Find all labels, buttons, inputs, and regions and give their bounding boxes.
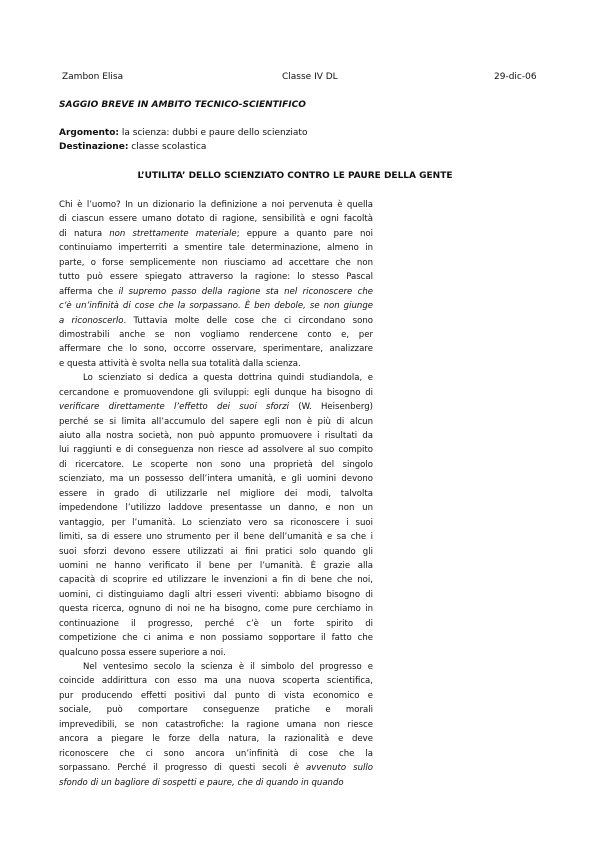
destinazione-label: Destinazione:: [59, 142, 129, 152]
text-line: [59, 602, 373, 616]
text-line: [59, 429, 373, 443]
text-segment: impedendone l’utilizzo laddove presentasse un danno, e non un: [59, 503, 373, 514]
text-line: [59, 545, 373, 559]
text-line: [59, 761, 373, 775]
text-segment: riconoscere che ci sono ancora un’infinità di cose che la: [59, 748, 373, 759]
text-segment: non strettamente materiale: [109, 228, 237, 239]
text-segment: limiti, sa di essere uno strumento per il bene dell’umanità e sa che i: [59, 532, 373, 543]
text-segment: e questa attività è svolta nella sua totalità dalla scienza.: [59, 358, 301, 369]
text-segment: continuazione il progresso, perché c’è un forte spirito di: [59, 618, 373, 629]
text-segment: è avvenuto sullo: [293, 763, 373, 774]
text-line: [59, 270, 373, 284]
text-segment: sorpassano. Perché il progresso di questi secoli: [59, 763, 294, 774]
text-segment: . Tuttavia molte delle cose che ci circondano sono: [123, 315, 373, 326]
text-segment: sfondo di un bagliore di sospetti e paure, che di quando in quando: [59, 777, 344, 788]
text-segment: ancora a piegare le forze della natura, la razionalità e deve: [59, 734, 373, 745]
text-line: [59, 299, 373, 313]
text-segment: Lo scienziato si dedica a questa dottrina quindi studiandola, e: [83, 373, 373, 384]
text-segment: di natura: [59, 228, 110, 239]
argomento-value: la scienza: dubbi e paure dello scienziato: [119, 128, 308, 138]
text-line: [59, 371, 373, 385]
text-segment: capacità di scoprire ed utilizzare le invenzioni a fin di bene che noi,: [59, 575, 373, 586]
meta-argomento: [59, 128, 307, 138]
text-line: [59, 573, 373, 587]
header-author: Zambon Elisa: [62, 72, 124, 82]
text-segment: di ciascun essere umano dotato di ragione, sensibilità e ogni facoltà: [59, 214, 373, 225]
text-line: [59, 530, 373, 544]
text-segment: Chi è l’uomo? In un dizionario la definizione a noi pervenuta è quella: [59, 200, 373, 210]
text-line: [59, 487, 373, 501]
essay-paragraph: [59, 198, 373, 371]
text-segment: lui raggiunti e di conseguenza non riesce ad assolvere al suo compito: [59, 445, 373, 456]
argomento-label: Argomento:: [59, 128, 120, 138]
text-line: [59, 660, 373, 674]
essay-paragraph: [59, 371, 373, 660]
text-line: [59, 559, 373, 573]
text-segment: affermare che lo sono, occorre osservare, sperimentare, analizzare: [59, 344, 373, 355]
text-line: [59, 241, 373, 255]
text-segment: imprevedibili, se non catastrofiche: la ragione umana non riesce: [59, 719, 373, 730]
essay-paragraph: [59, 660, 373, 790]
text-line: [59, 458, 373, 472]
text-line: [59, 314, 373, 328]
text-segment: essere in grado di utilizzarle nel migliore dei modi, talvolta: [59, 488, 373, 499]
text-line: [59, 472, 373, 486]
text-segment: questa ricerca, ognuno di noi ne ha bisogno, come pure cerchiamo in: [59, 604, 373, 615]
text-segment: afferma che: [59, 286, 119, 297]
text-segment: tutto può essere spiegato attraverso la ragione: lo stesso Pascal: [59, 272, 373, 283]
text-line: [59, 689, 373, 703]
meta-destinazione: [59, 142, 206, 152]
text-segment: perché se si limita all’accumulo del sapere egli non è più di alcun: [59, 416, 373, 427]
text-segment: scienziato, ma un possesso dell’intera umanità, e gli uomini devono: [59, 474, 373, 485]
text-segment: il supremo passo della ragione sta nel riconoscere che: [118, 286, 373, 297]
text-line: [59, 674, 373, 688]
text-line: [59, 227, 373, 241]
text-segment: cercandone e promuovendone gli sviluppi: egli dunque ha bisogno di: [59, 387, 373, 398]
essay-subtitle: L’UTILITA’ DELLO SCIENZIATO CONTRO LE PAURE DELLA GENTE: [137, 171, 453, 181]
header-date: 29-dic-06: [494, 72, 537, 82]
text-line: [59, 285, 373, 299]
text-segment: Nel ventesimo secolo la scienza è il simbolo del progresso e: [83, 662, 373, 672]
text-segment: a riconoscerlo: [59, 315, 124, 326]
text-segment: uomini ne hanno verificato il bene per l’umanità. È grazie alla: [59, 560, 373, 571]
text-line: [59, 212, 373, 226]
text-line: [59, 588, 373, 602]
document-title: SAGGIO BREVE IN AMBITO TECNICO-SCIENTIFICO: [59, 100, 306, 110]
text-line: [59, 443, 373, 457]
essay-body: [59, 198, 373, 790]
text-segment: di ricercatore. Le scoperte non sono una proprietà del singolo: [59, 459, 373, 470]
text-line: [59, 501, 373, 515]
text-segment: suoi sforzi devono essere utilizzati ai fini pratici solo quando gli: [59, 546, 373, 557]
text-segment: c’è un’infinità di cose che la sorpassano. È ben debole, se non giunge: [59, 301, 373, 312]
text-segment: ; eppure a quanto pare noi: [236, 228, 373, 239]
text-segment: sociale, può comportare conseguenze pratiche e morali: [59, 705, 373, 716]
text-line: [59, 776, 373, 790]
text-line: [59, 386, 373, 400]
text-line: [59, 328, 373, 342]
text-segment: competizione che ci anima e non possiamo sopportare il fatto che: [59, 633, 373, 644]
text-line: [59, 342, 373, 356]
text-segment: qualcuno possa essere superiore a noi.: [59, 647, 226, 658]
text-line: [59, 631, 373, 645]
text-segment: (W. Heisenberg): [289, 402, 373, 413]
text-segment: continuiamo imperterriti a smentire tale determinazione, almeno in: [59, 243, 373, 254]
text-line: [59, 357, 373, 371]
text-segment: pur producendo effetti positivi dal punto di vista economico e: [59, 690, 373, 701]
header-class: Classe IV DL: [282, 72, 338, 82]
text-line: [59, 646, 373, 660]
text-line: [59, 256, 373, 270]
destinazione-value: classe scolastica: [128, 142, 207, 152]
text-line: [59, 718, 373, 732]
text-line: [59, 617, 373, 631]
text-line: [59, 400, 373, 414]
text-line: [59, 747, 373, 761]
text-segment: coincide addirittura con esso ma una nuova scoperta scientifica,: [59, 676, 373, 687]
text-line: [59, 198, 373, 212]
text-segment: parte, o forse semplicemente non riusciamo ad accettare che non: [59, 257, 373, 268]
text-segment: verificare direttamente l’effetto dei suoi sforzi: [59, 402, 290, 413]
text-segment: aiuto alla nostra società, non può appunto promuovere i risultati da: [59, 431, 373, 441]
text-line: [59, 703, 373, 717]
text-line: [59, 516, 373, 530]
text-segment: uomini, ci distinguiamo dagli altri esseri viventi: abbiamo bisogno di: [59, 589, 373, 600]
text-segment: vantaggio, per l’umanità. Lo scienziato vero sa riconoscere i suoi: [59, 517, 373, 528]
text-line: [59, 415, 373, 429]
text-line: [59, 732, 373, 746]
text-segment: dimostrabili anche se non vogliamo rendercene conto e, per: [59, 329, 373, 340]
